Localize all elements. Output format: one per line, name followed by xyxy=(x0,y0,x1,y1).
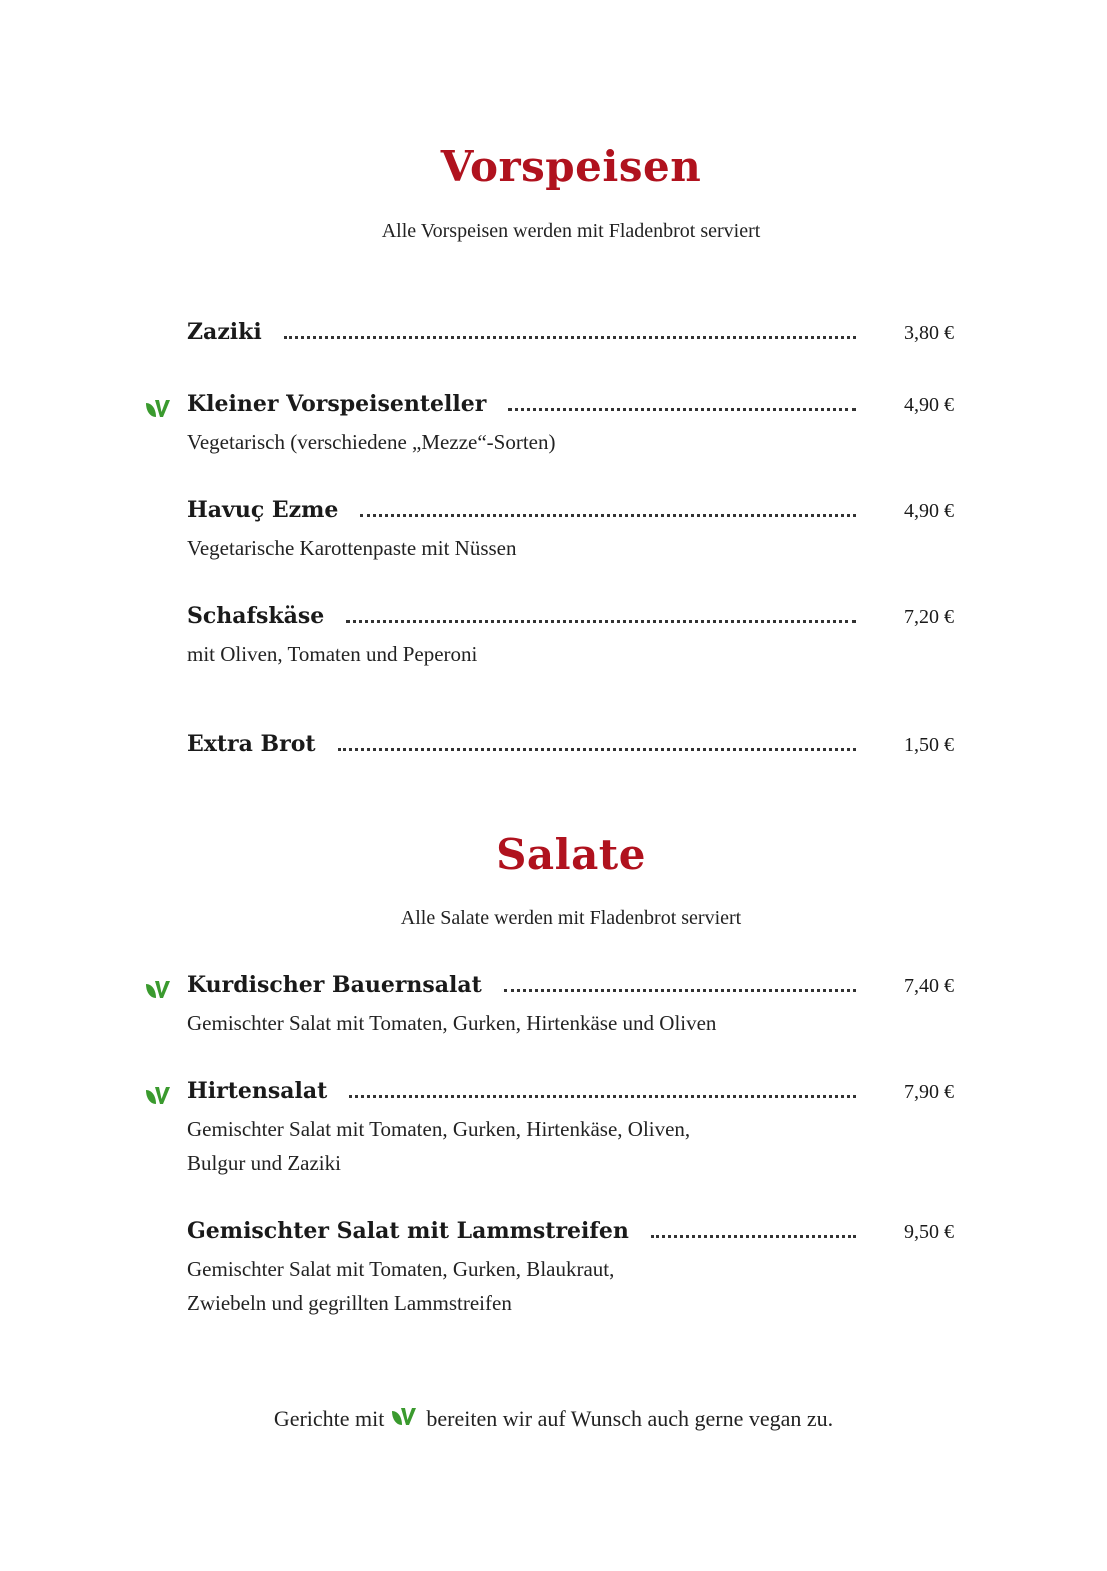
footer-text-after: bereiten wir auf Wunsch auch gerne vegan zu. xyxy=(426,1406,834,1431)
item-description-line: Gemischter Salat mit Tomaten, Gurken, Blaukraut, xyxy=(187,1257,615,1281)
vegan-leaf-icon xyxy=(144,978,172,1000)
vegan-leaf-icon xyxy=(144,397,172,419)
item-price: 7,20 € xyxy=(904,606,954,628)
item-price: 4,90 € xyxy=(904,394,954,416)
section-subtitle-salate: Alle Salate werden mit Fladenbrot serviert xyxy=(400,907,742,929)
item-description: Vegetarische Karottenpaste mit Nüssen xyxy=(187,536,517,560)
item-name: Hirtensalat xyxy=(187,1078,328,1104)
item-description-line: Gemischter Salat mit Tomaten, Gurken, Hirtenkäse, Oliven, xyxy=(187,1117,691,1141)
footer-text-before: Gerichte mit xyxy=(273,1406,385,1431)
dot-leader xyxy=(360,514,856,517)
item-price: 3,80 € xyxy=(904,322,954,344)
item-price: 4,90 € xyxy=(904,500,954,522)
item-name: Kurdischer Bauernsalat xyxy=(187,972,482,998)
item-description: mit Oliven, Tomaten und Peperoni xyxy=(187,642,478,666)
menu-item-extra-brot xyxy=(187,731,954,765)
item-name: Kleiner Vorspeisenteller xyxy=(187,391,487,417)
dot-leader xyxy=(651,1235,856,1238)
dot-leader xyxy=(338,748,856,751)
vegan-leaf-icon xyxy=(390,1404,418,1428)
item-name: Schafskäse xyxy=(187,603,325,629)
section-title-vorspeisen: Vorspeisen xyxy=(440,142,702,191)
item-name: Zaziki xyxy=(187,319,262,345)
item-description: Gemischter Salat mit Tomaten, Gurken, Hirtenkäse und Oliven xyxy=(187,1011,717,1035)
menu-item-kurdischer-bauernsalat xyxy=(187,972,954,1040)
item-description-line: Zwiebeln und gegrillten Lammstreifen xyxy=(187,1291,512,1315)
dot-leader xyxy=(504,989,856,992)
menu-item-kleiner-vorspeisenteller xyxy=(187,391,954,459)
menu-item-schafskaese xyxy=(187,603,954,671)
item-name: Havuç Ezme xyxy=(187,497,339,523)
dot-leader xyxy=(349,1095,856,1098)
menu-item-zaziki xyxy=(187,319,954,353)
section-title-salate: Salate xyxy=(496,830,646,879)
item-price: 1,50 € xyxy=(904,734,954,756)
dot-leader xyxy=(346,620,856,623)
item-description: Vegetarisch (verschiedene „Mezze“-Sorten) xyxy=(187,430,556,454)
item-price: 7,90 € xyxy=(904,1081,954,1103)
vegan-footer-note xyxy=(0,1404,1107,1432)
item-name: Extra Brot xyxy=(187,731,316,757)
vegan-leaf-icon xyxy=(144,1084,172,1106)
item-name: Gemischter Salat mit Lammstreifen xyxy=(187,1218,629,1244)
menu-item-gemischter-salat-lammstreifen xyxy=(187,1218,954,1320)
item-description-line: Bulgur und Zaziki xyxy=(187,1151,341,1175)
section-subtitle-vorspeisen: Alle Vorspeisen werden mit Fladenbrot serviert xyxy=(381,220,761,242)
dot-leader xyxy=(508,408,856,411)
menu-item-havuc-ezme xyxy=(187,497,954,565)
item-price: 7,40 € xyxy=(904,975,954,997)
menu-item-hirtensalat xyxy=(187,1078,954,1180)
dot-leader xyxy=(284,336,856,339)
item-price: 9,50 € xyxy=(904,1221,954,1243)
